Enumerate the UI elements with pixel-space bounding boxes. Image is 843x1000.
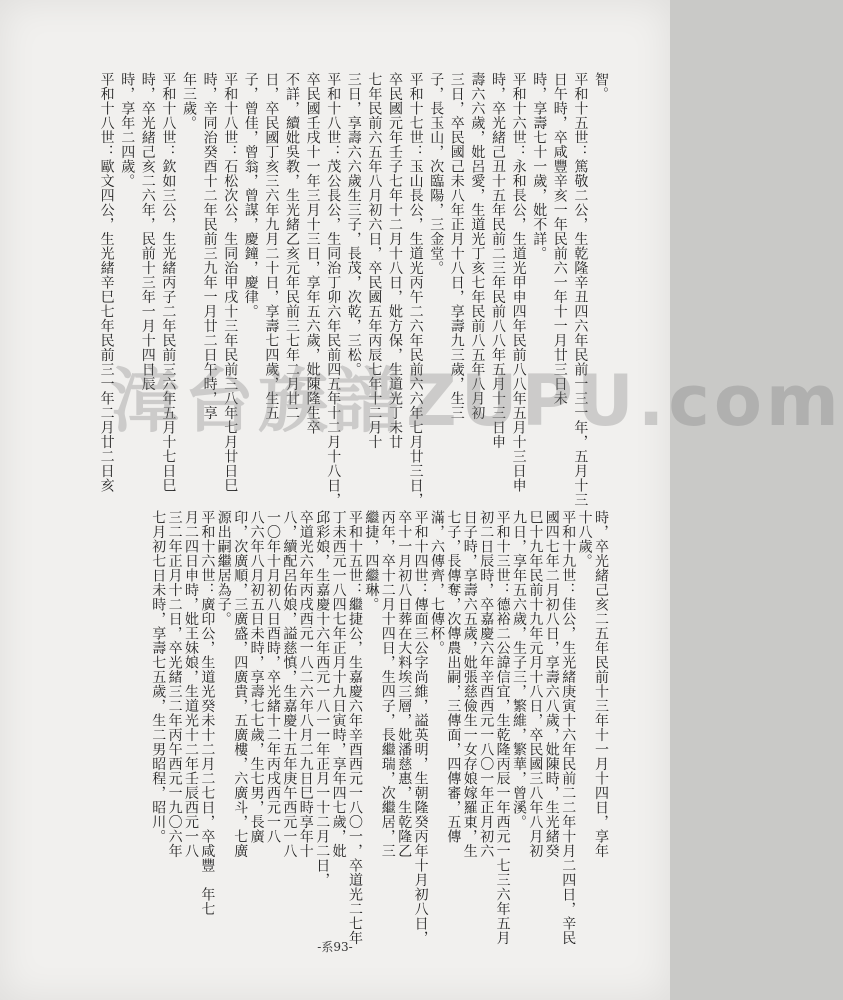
- watermark-text: 漳台族譜ZUPU.com: [110, 360, 843, 442]
- text-column: 印，次廣順，三廣盛，四廣貴，五廣樓，六廣斗，七廣: [232, 510, 249, 858]
- text-column: 七年民前六五年八月初六日，卒民國五年丙辰七年十二月十: [366, 72, 383, 449]
- text-column: 卒十一月初八日葬在大料埃三層，妣潘慈惠，生乾隆乙: [396, 510, 413, 858]
- text-column: 巳十九年民前十九年元月十八日，卒民國三八年八月初: [527, 510, 544, 858]
- text-column: 卒民國壬戌十一年三月十三日，享年五六歲，妣陳隆生卒: [304, 72, 321, 435]
- text-column: 一〇年十月初八日酉時，卒光緒十二年丙戌西元一八: [265, 510, 281, 844]
- text-column: 平和十八世：歐文四公，生光緒辛巳七年民前三一年二月廿二日亥: [98, 72, 115, 493]
- text-column: 滿，六傳齊，七傳杯。: [429, 510, 445, 655]
- text-column: 平和十五世：繼捷公，生嘉慶六年辛酉西元一八〇一，卒道光二七年: [347, 510, 363, 945]
- text-column: 丁未西元一八四七年正月十九日寅時，享年四七歲，妣: [330, 510, 347, 858]
- text-column: 時，卒光緒己亥二六年，民前十三年一月十四日辰: [139, 72, 156, 391]
- text-column: 源出嗣繼居為子。: [215, 510, 232, 626]
- text-column: 卒道光六年丙戌西元一八二六年八月二九日巳時享年十: [297, 510, 314, 858]
- text-column: 子，長玉山，次臨陽，三金堂。: [428, 72, 445, 275]
- text-column: 年三歲。: [181, 72, 197, 130]
- text-column: 平和十五世：篤敬二公，生乾隆辛丑四六年民前一三一年，五月十三: [572, 72, 589, 507]
- text-column: 平和十四世：傳面三公字尚維，謚英明，生朝隆癸丙年十月初八日，: [412, 510, 429, 945]
- text-column: 平和十九世：佳公，生光緒庚寅十六年民前二二年十月二四日，辛民: [560, 510, 577, 945]
- text-column: 平和十六世：永和長公，生道光甲申四年民前八八年五月十三日申: [510, 72, 527, 493]
- text-column: 平和十六世：廣印公，生道光癸未十二月二七日，卒咸豐 年七: [199, 510, 216, 916]
- text-column: 時，享年二四歲。: [119, 72, 136, 188]
- text-column: 時，卒光緒己丑十五年民前二三年民前八八年五月十三日申: [490, 72, 506, 449]
- text-column: 智。: [593, 72, 609, 101]
- text-column: 平和十八世：茂公長公，生同治丁卯六年民前四五年十二月十八日，: [325, 72, 342, 507]
- text-column: 八六年八月初五日未時，享壽七七歲，生七男，長廣: [248, 510, 265, 844]
- text-column: 三二年正月十二日，卒光緒三二年丙午西元一九〇六年: [166, 510, 183, 858]
- text-column: 十八歲。: [576, 510, 593, 568]
- text-column: 不詳，續妣吳教，生光緒乙亥元年民前三七年二月廿二: [284, 72, 300, 420]
- text-column: 時，享壽七十一歲，妣不詳。: [531, 72, 548, 261]
- text-column: 丙年，卒十二月十四日，生四子，長繼瑞，次繼居，三: [379, 510, 396, 858]
- text-column: 七子，長傳奪，次傳農出嗣，三傳面，四傳審，五傳: [445, 510, 462, 844]
- text-column: 日午時，卒咸豐辛亥一年民前六一年十一月廿三日未: [551, 72, 568, 406]
- text-column: 月二四日申時，妣王妹娘，生道光十二年壬辰西元一八: [183, 510, 199, 858]
- text-column: 時，卒光緒己亥二五年民前十三年十一月十四日，享年: [593, 510, 609, 858]
- text-column: 八，續配呂佑娘，謚慈慎，生嘉慶十五年庚午西元一八: [281, 510, 298, 858]
- text-column: 子，曾佳，曾翁，曾謀，慶鐘，慶律。: [242, 72, 259, 319]
- text-column: 邱彩娘，生嘉慶十六年西元一八一一年正月一十二月二日，: [314, 510, 331, 887]
- text-column: 三日，享壽六六歲生三子，長茂，次乾，三松。: [345, 72, 362, 377]
- text-column: 繼捷，四繼琳。: [363, 510, 380, 612]
- text-column: 九日，享年五六歲，生子三，繁維，繁華，曾溪。: [511, 510, 527, 829]
- text-column: 平和十三世：德裕二公諱信宜，生乾隆丙辰一年西元一七三六年五月: [494, 510, 511, 945]
- text-column: 卒民國元年壬子七年十二月十八日，妣方保，生道光丁未廿: [387, 72, 403, 449]
- text-column: 日，卒民國丁亥三六年九月二十日，享壽七四歲，生五: [263, 72, 280, 420]
- text-column: 平和十八世：欽如三公，生光緒丙子二年民前三六年五月十七日巳: [160, 72, 177, 493]
- text-column: 國四七年二月初八日，享壽六八歲，妣陳時，生光緒癸: [543, 510, 560, 858]
- text-column: 初二日辰時，卒嘉慶六年辛酉西元一八〇一年正月初六: [478, 510, 495, 858]
- text-column: 三日，卒民國己未八年正月十八日，享壽九三歲，生三: [448, 72, 465, 420]
- page-number: -系93-: [317, 940, 353, 954]
- text-column: 平和十七世：玉山長公，生道光丙午二六年民前六六年七月廿三日，: [407, 72, 424, 507]
- text-column: 七月初七日未時，享壽七五歲，生二男昭程，昭川。: [150, 510, 167, 844]
- text-column: 平和十八世：石松次公，生同治甲戌十三年民前三八年七月廿日巳: [222, 72, 239, 493]
- text-column: 日子時，享壽六五歲，妣張慈儉生一女存娘嫁羅東，生: [461, 510, 478, 858]
- text-column: 時，辛同治癸酉十二年民前三九年一月廿二日午時，享: [201, 72, 218, 420]
- text-column: 壽六六歲，妣呂愛，生道光丁亥七年民前八五年八月初: [469, 72, 486, 420]
